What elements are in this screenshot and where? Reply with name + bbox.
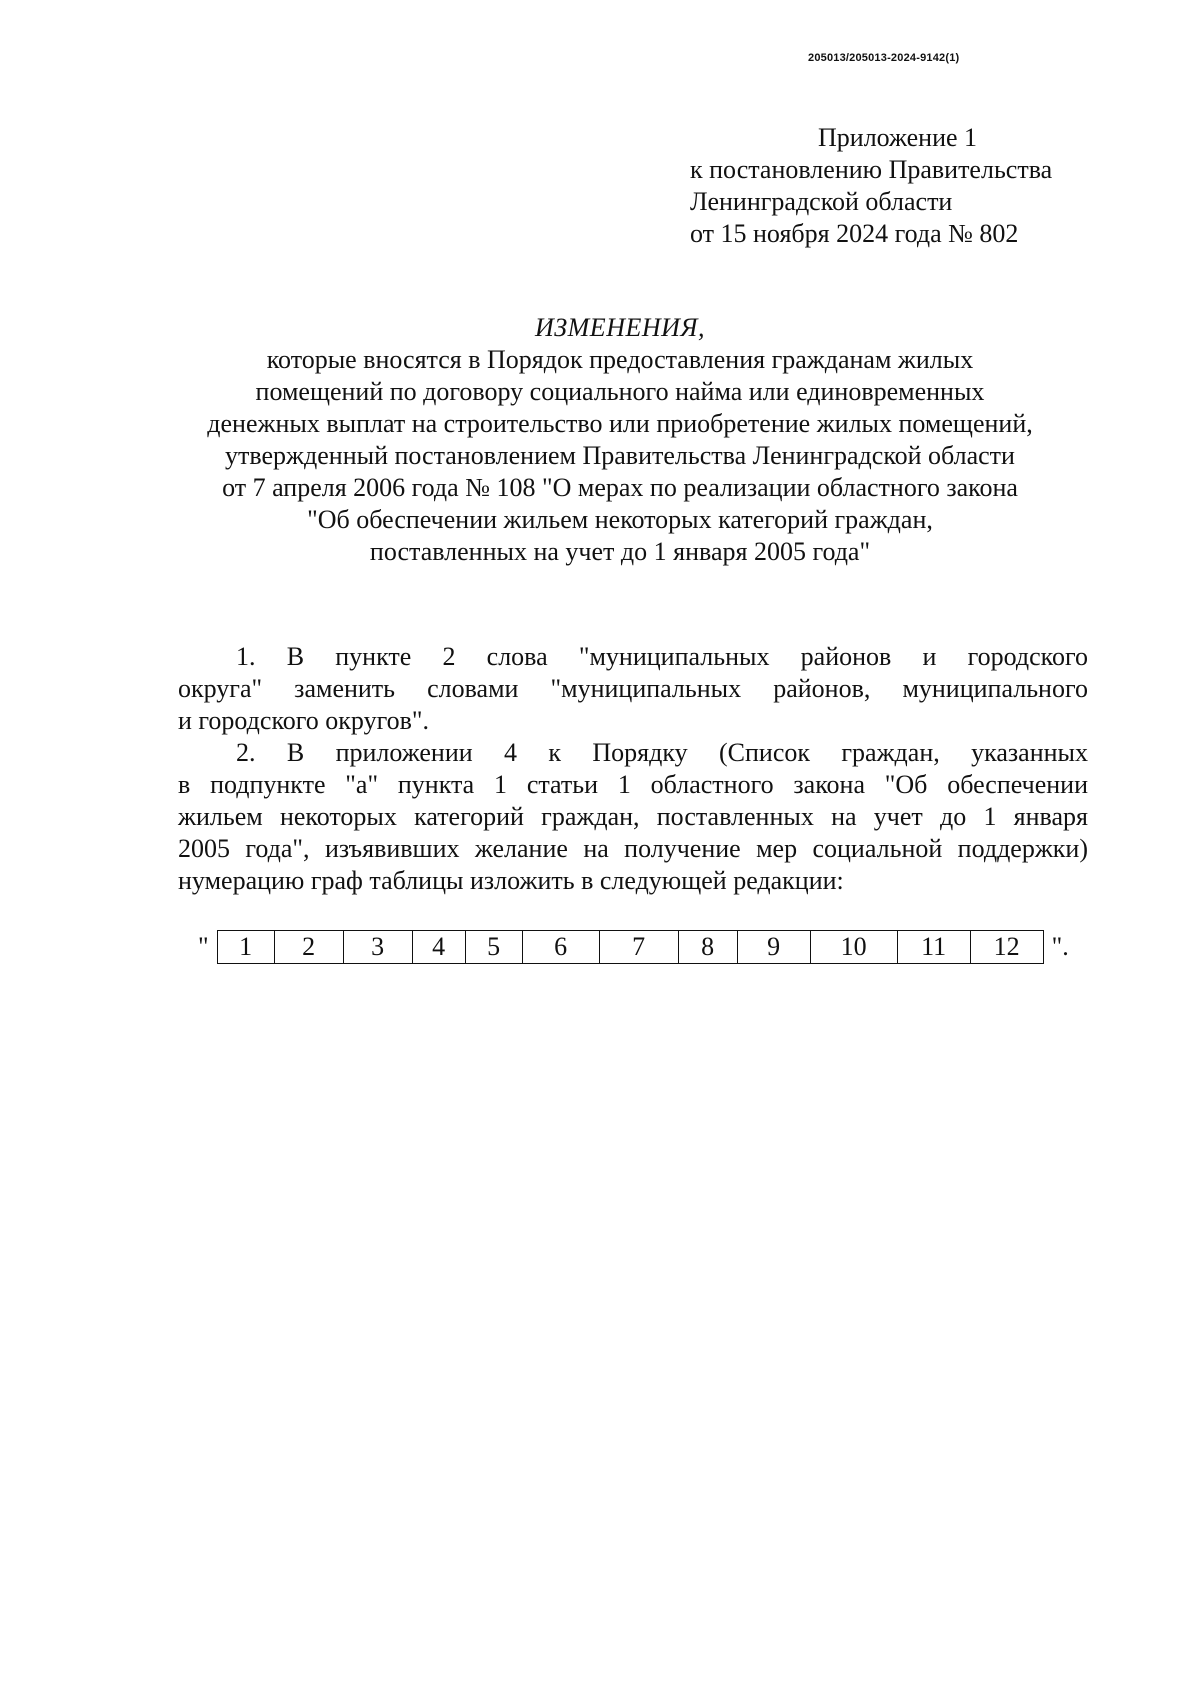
table-cell: 12 bbox=[970, 931, 1043, 964]
table-cell: 7 bbox=[599, 931, 678, 964]
title-line: утвержденный постановлением Правительства Ленинградской области bbox=[225, 441, 1015, 470]
table-cell: 5 bbox=[465, 931, 522, 964]
open-quote: " bbox=[198, 932, 209, 961]
document-title bbox=[140, 312, 1100, 568]
table-cell: 8 bbox=[678, 931, 737, 964]
table-cell: 10 bbox=[810, 931, 897, 964]
column-numbering-table bbox=[217, 930, 1044, 964]
paragraph-2 bbox=[178, 737, 1088, 897]
paragraph-1 bbox=[178, 641, 1088, 737]
paragraph-line: 2005 года", изъявивших желание на получение мер социальной поддержки) bbox=[178, 834, 1088, 863]
table-cell: 6 bbox=[522, 931, 599, 964]
appendix-region: Ленинградской области bbox=[690, 187, 953, 216]
paragraph-line: 1. В пункте 2 слова "муниципальных районов и городского bbox=[236, 642, 1088, 671]
table-cell: 1 bbox=[217, 931, 274, 964]
document-id: 205013/205013-2024-9142(1) bbox=[808, 52, 960, 64]
column-numbering-row bbox=[198, 930, 1069, 964]
paragraph-line: 2. В приложении 4 к Порядку (Список граждан, указанных bbox=[236, 738, 1088, 767]
table-cell: 4 bbox=[412, 931, 465, 964]
title-line: поставленных на учет до 1 января 2005 года" bbox=[369, 537, 871, 566]
paragraph-line: нумерацию граф таблицы изложить в следующей редакции: bbox=[178, 866, 844, 895]
appendix-reference: к постановлению Правительства bbox=[690, 155, 1053, 184]
title-line: денежных выплат на строительство или приобретение жилых помещений, bbox=[207, 409, 1033, 438]
table-row bbox=[217, 931, 1043, 964]
table-cell: 11 bbox=[897, 931, 970, 964]
title-heading: ИЗМЕНЕНИЯ, bbox=[535, 313, 705, 342]
appendix-block bbox=[690, 122, 1052, 250]
table-cell: 2 bbox=[274, 931, 343, 964]
paragraph-line: жильем некоторых категорий граждан, поставленных на учет до 1 января bbox=[178, 802, 1088, 831]
title-line: от 7 апреля 2006 года № 108 "О мерах по реализации областного закона bbox=[222, 473, 1018, 502]
paragraph-line: и городского округов". bbox=[178, 706, 429, 735]
title-line: которые вносятся в Порядок предоставления гражданам жилых bbox=[266, 345, 974, 374]
appendix-date: от 15 ноября 2024 года № 802 bbox=[690, 219, 1019, 248]
paragraph-line: округа" заменить словами "муниципальных районов, муниципального bbox=[178, 674, 1088, 703]
document-body bbox=[178, 641, 1088, 897]
paragraph-line: в подпункте "а" пункта 1 статьи 1 областного закона "Об обеспечении bbox=[178, 770, 1088, 799]
close-quote: ". bbox=[1051, 932, 1069, 961]
table-cell: 3 bbox=[343, 931, 412, 964]
appendix-number: Приложение 1 bbox=[818, 123, 978, 152]
table-cell: 9 bbox=[737, 931, 810, 964]
title-line: помещений по договору социального найма или единовременных bbox=[255, 377, 985, 406]
title-line: "Об обеспечении жильем некоторых категорий граждан, bbox=[307, 505, 933, 534]
